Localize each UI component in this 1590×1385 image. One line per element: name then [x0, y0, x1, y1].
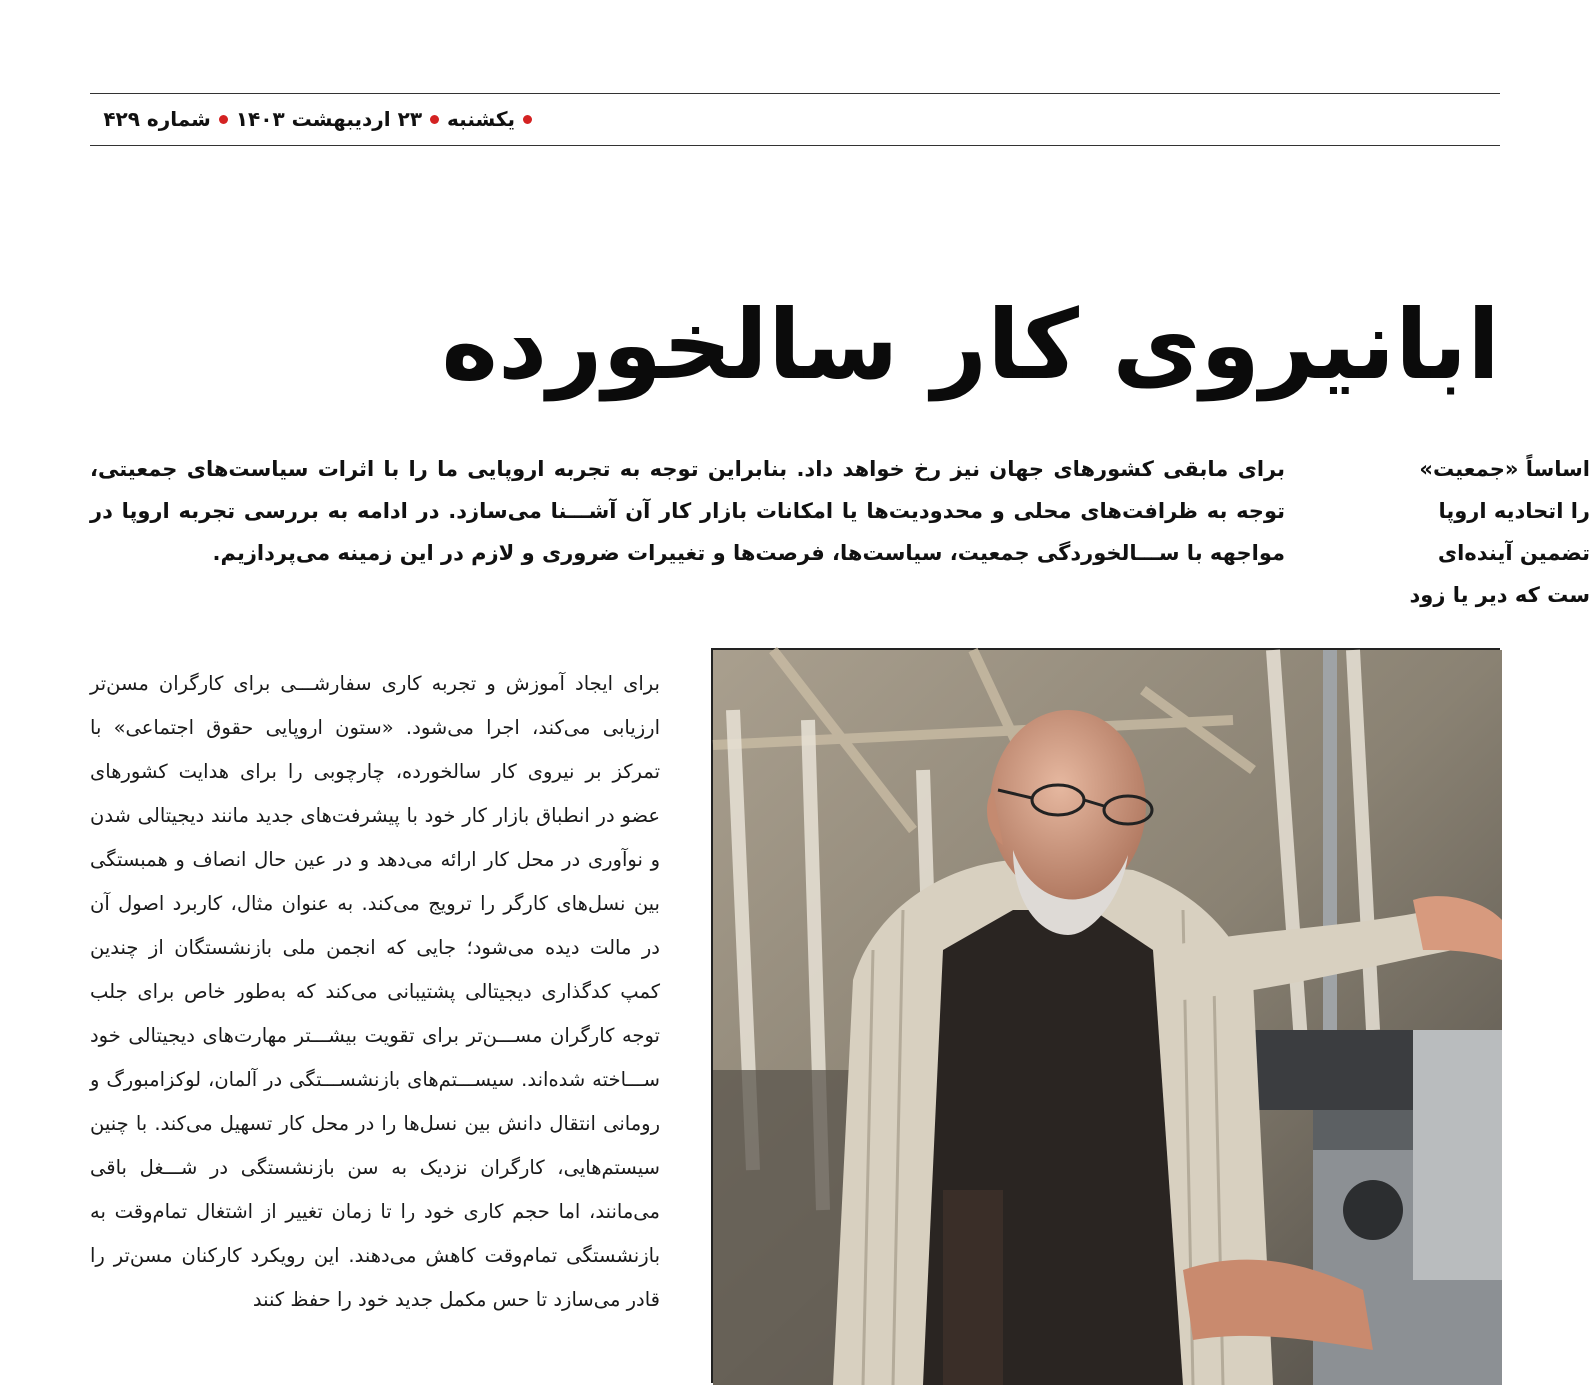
article-photo — [711, 648, 1500, 1383]
dateline — [103, 104, 532, 134]
lead-fragment-line: ست که دیر یا زود — [1409, 583, 1590, 607]
bullet-dot-icon — [430, 115, 439, 124]
dateline-issue: شماره ۴۲۹ — [103, 107, 211, 131]
bullet-dot-icon — [219, 115, 228, 124]
headline-area — [0, 270, 1500, 420]
lead-fragment-line: اساساً «جمعیت» — [1419, 457, 1590, 481]
lead-fragment-line: را اتحادیه اروپا — [1438, 499, 1590, 523]
dateline-day: یکشنبه — [447, 107, 515, 131]
article-headline: ابانیروی کار سالخورده — [441, 289, 1500, 401]
article-body: برای ایجاد آموزش و تجربه کاری سفارشـــی برای کارگران مسن‌تر ارزیابی می‌کند، اجرا می‌شود. «ستون اروپایی حقوق اجتماعی» با تمرکز بر نیروی کار سالخورده، چارچوبی را برای هدایت کشورهای عضو در انطباق بازار کار خود با پیشرفت‌های جدید مانند دیجیتالی شدن و نوآوری در محل کار ارائه می‌دهد و در عین حال انصاف و همبستگی بین نسل‌های کارگر را ترویج می‌کند. به عنوان مثال، کاربرد اصول آن در مالت دیده می‌شود؛ جایی که انجمن ملی بازنشستگان از چندین کمپ کدگذاری دیجیتالی پشتیبانی می‌کند که به‌طور خاص برای جلب توجه کارگران مســـن‌تر برای تقویت بیشـــتر مهارت‌های دیجیتالی خود ســـاخته شده‌اند. سیســـتم‌های بازنشســـتگی در آلمان، لوکزامبورگ و رومانی انتقال دانش بین نسل‌ها را در محل کار تسهیل می‌کند. با چنین سیستم‌هایی، کارگران نزدیک به سن بازنشستگی در شـــغل باقی می‌مانند، اما حجم کاری خود را تا زمان تغییر از اشتغال تمام‌وقت به بازنشستگی تمام‌وقت کاهش می‌دهند. این رویکرد کارکنان مسن‌تر را قادر می‌سازد تا حس مکمل جدید خود را حفظ کنند — [90, 672, 660, 1311]
masthead-bottom-rule — [90, 145, 1500, 146]
lead-cut-column — [1330, 448, 1590, 618]
lead-fragment-line: تضمین آینده‌ای — [1437, 541, 1590, 565]
masthead-top-rule — [90, 93, 1500, 94]
dateline-date: ۲۳ اردیبهشت ۱۴۰۳ — [235, 107, 423, 131]
worker-photo-illustration — [713, 650, 1502, 1385]
bullet-dot-icon — [523, 115, 532, 124]
article-lead: برای مابقی کشورهای جهان نیز رخ خواهد داد. بنابراین توجه به تجربه اروپایی ما را با اثرات سیاست‌های جمعیتی، توجه به ظرافت‌های محلی و محدودیت‌ها یا امکانات بازار کار آن آشـــنا می‌سازد. در ادامه به بررسی تجربه اروپا در مواجهه با ســـالخوردگی جمعیت، سیاست‌ها، فرصت‌ها و تغییرات ضروری و لازم در این زمینه می‌پردازیم. — [90, 457, 1285, 565]
